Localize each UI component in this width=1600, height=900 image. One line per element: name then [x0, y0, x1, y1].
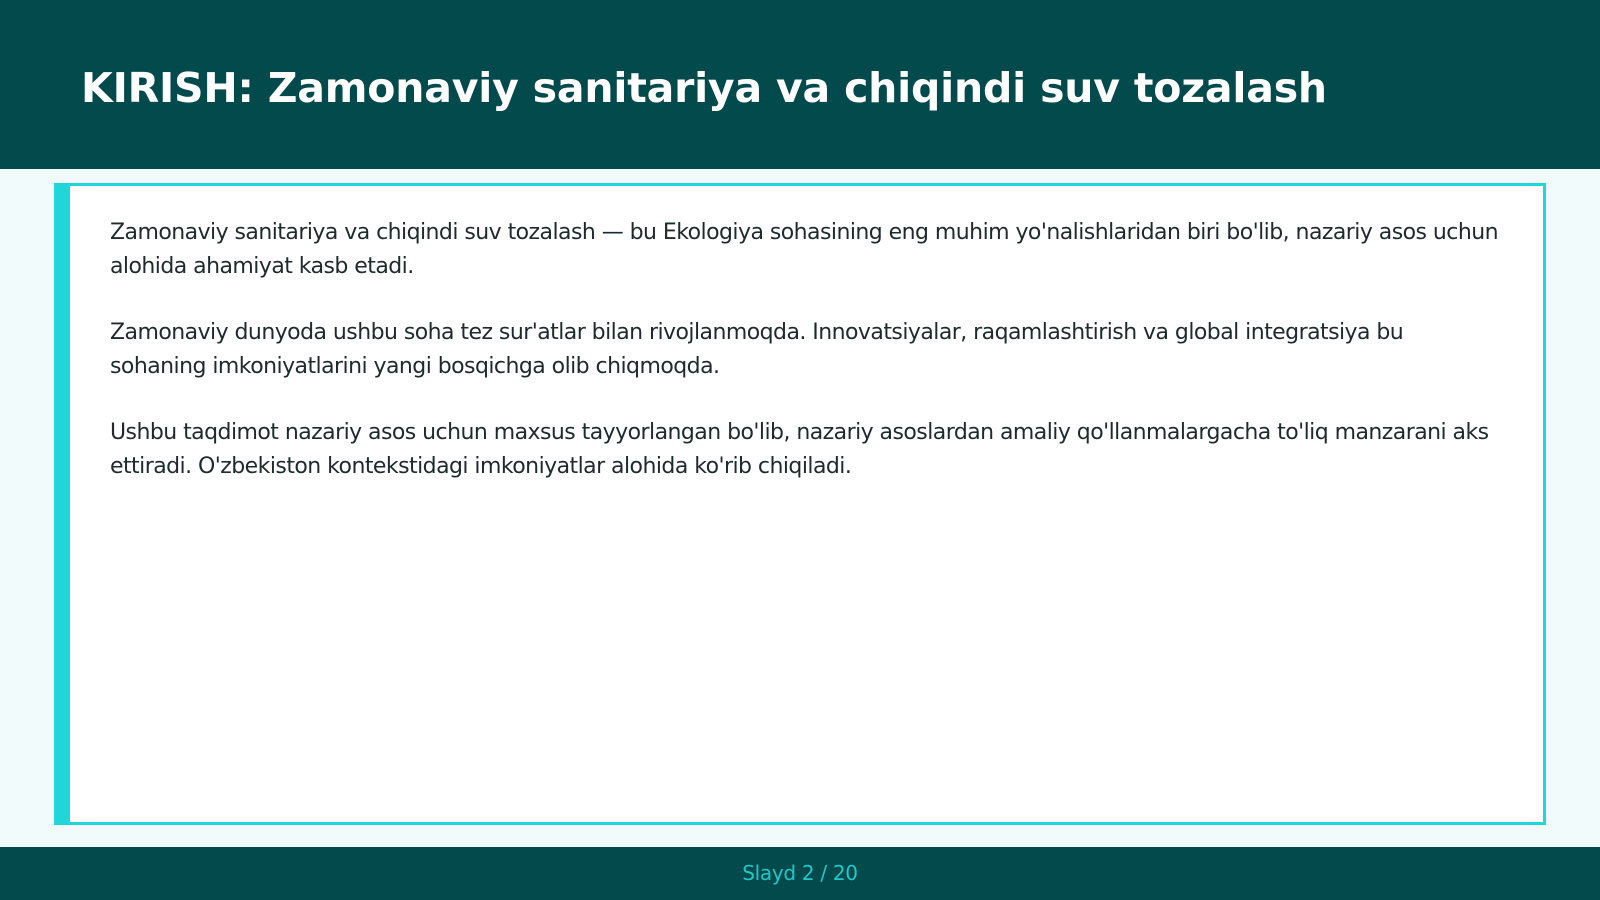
slide-header — [0, 0, 1600, 169]
paragraph-development: Zamonaviy dunyoda ushbu soha tez sur'atlar bilan rivojlanmoqda. Innovatsiyalar, raqamlashtirish va global integratsiya bu sohaning imkoniyatlarini yangi bosqichga olib chiqmoqda. — [110, 320, 1404, 379]
paragraph-presentation: Ushbu taqdimot nazariy asos uchun maxsus tayyorlangan bo'lib, nazariy asoslardan amaliy qo'llanmalargacha to'liq manzarani aks ettiradi. O'zbekiston kontekstidagi imkoniyatlar alohida ko'rib chiqiladi. — [110, 420, 1489, 479]
paragraph-intro: Zamonaviy sanitariya va chiqindi suv tozalash — bu Ekologiya sohasining eng muhim yo'nalishlaridan biri bo'lib, nazariy asos uchun alohida ahamiyat kasb etadi. — [110, 220, 1498, 279]
content-body — [110, 216, 1505, 516]
slide-footer — [0, 847, 1600, 900]
slide-number: Slayd 2 / 20 — [742, 861, 858, 885]
content-card — [54, 183, 1546, 825]
slide-title: KIRISH: Zamonaviy sanitariya va chiqindi suv tozalash — [81, 64, 1327, 112]
